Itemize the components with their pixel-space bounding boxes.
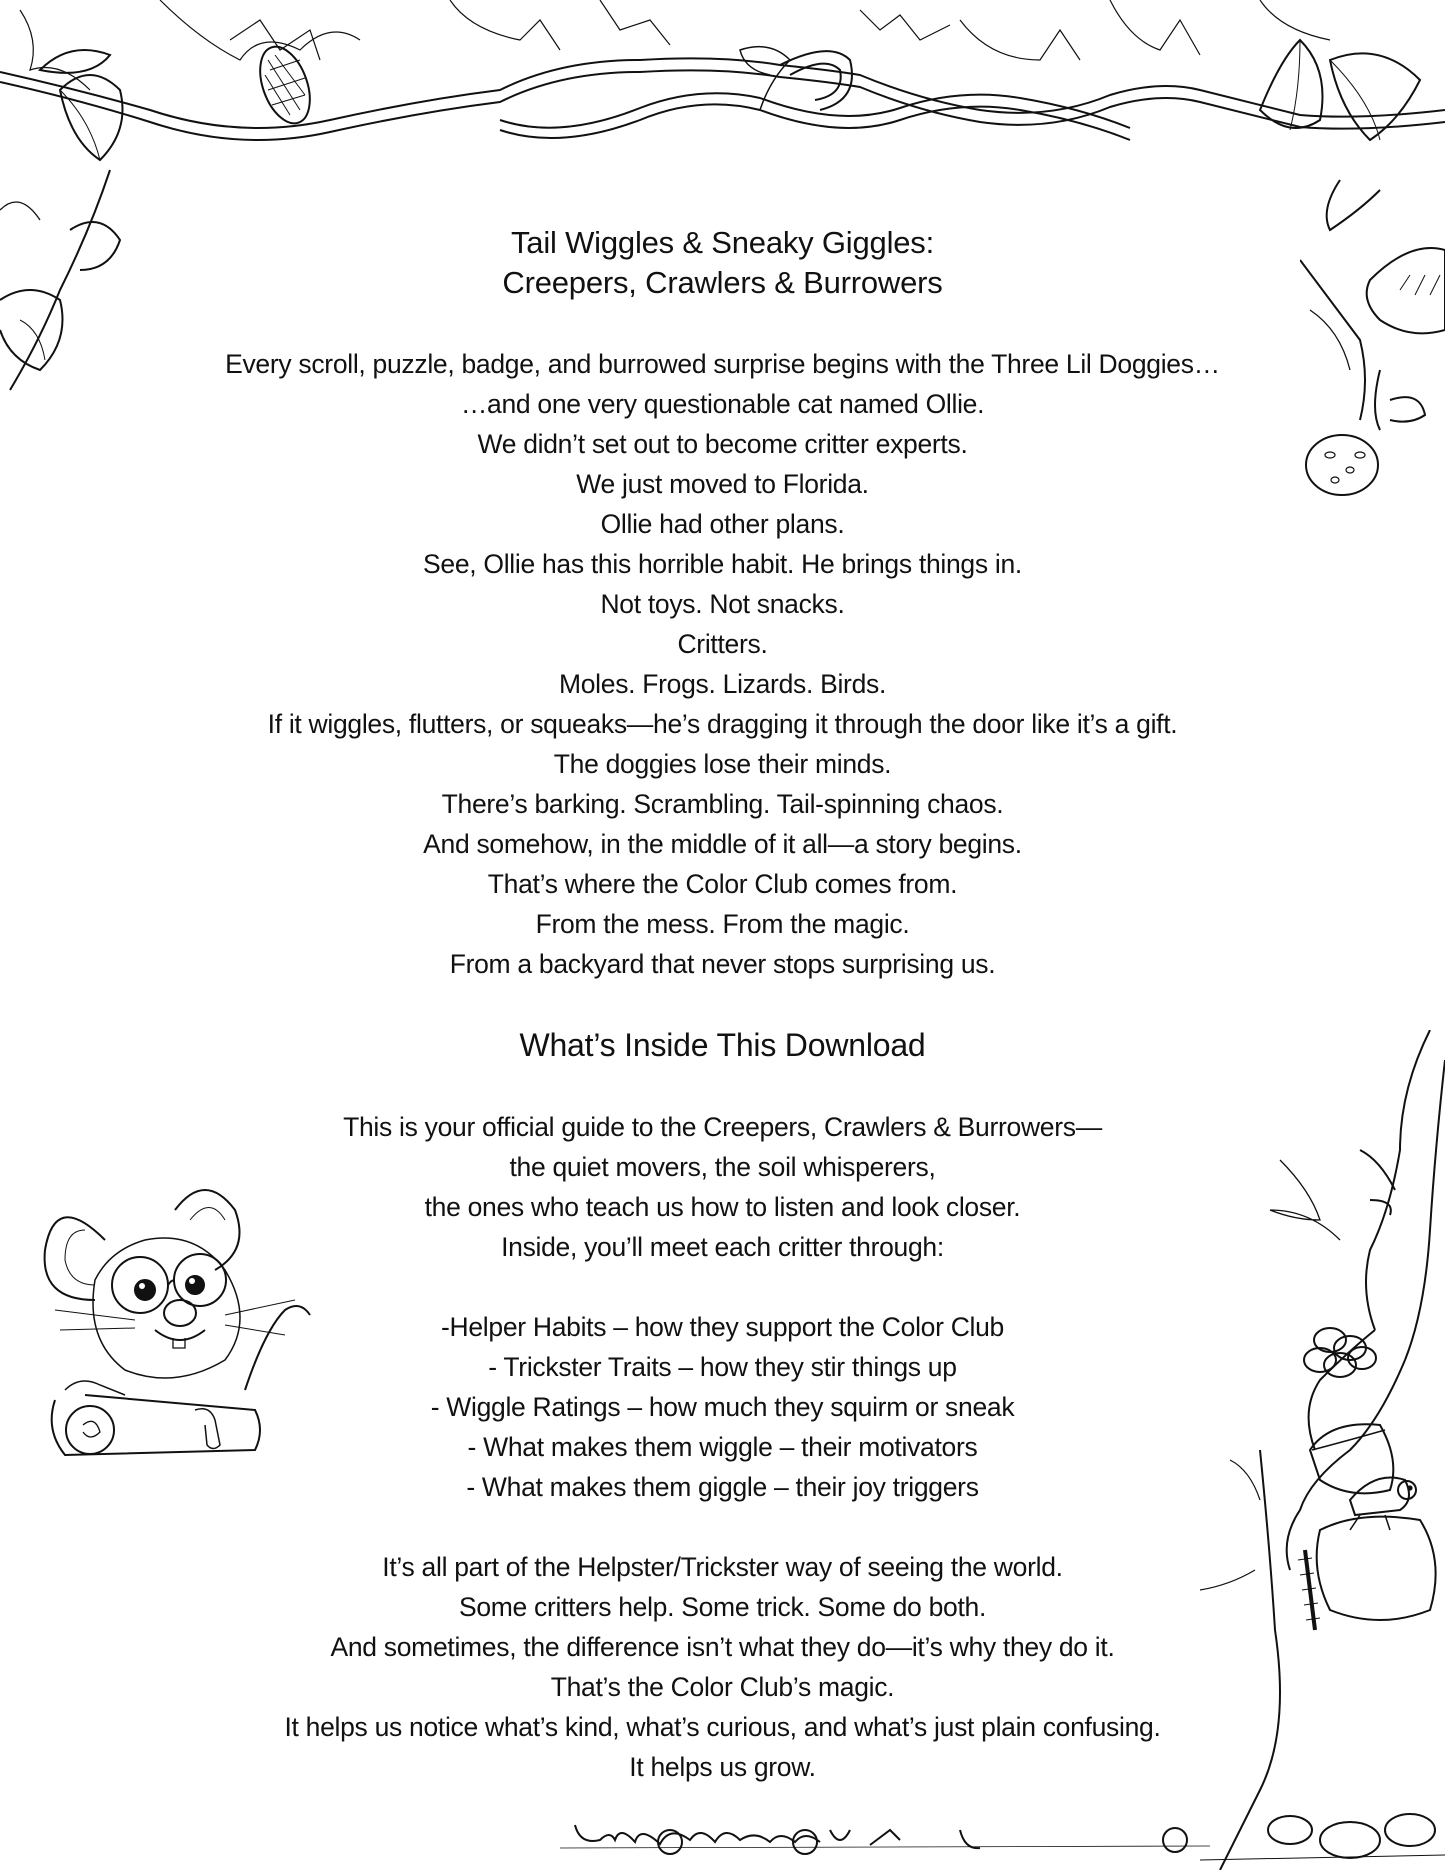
list-item: - Wiggle Ratings – how much they squirm or sneak xyxy=(430,1392,1015,1422)
list-item: - Trickster Traits – how they stir things up xyxy=(488,1352,957,1382)
closing-line: Some critters help. Some trick. Some do both. xyxy=(458,1592,987,1622)
intro-line: Not toys. Not snacks. xyxy=(600,589,845,619)
section-heading: What’s Inside This Download xyxy=(519,1027,926,1063)
closing-line: It helps us notice what’s kind, what’s curious, and what’s just plain confusing. xyxy=(284,1712,1161,1742)
guide-line: the quiet movers, the soil whisperers, xyxy=(509,1152,936,1182)
closing-line: That’s the Color Club’s magic. xyxy=(550,1672,895,1702)
intro-line: There’s barking. Scrambling. Tail-spinning chaos. xyxy=(441,789,1004,819)
guide-line: the ones who teach us how to listen and look closer. xyxy=(424,1192,1021,1222)
intro-line: And somehow, in the middle of it all—a story begins. xyxy=(423,829,1022,859)
intro-line: From a backyard that never stops surprising us. xyxy=(449,949,996,979)
intro-line: The doggies lose their minds. xyxy=(553,749,892,779)
closing-line: And sometimes, the difference isn’t what they do—it’s why they do it. xyxy=(330,1632,1115,1662)
intro-line: Every scroll, puzzle, badge, and burrowed surprise begins with the Three Lil Doggies… xyxy=(225,349,1220,379)
list-item: -Helper Habits – how they support the Color Club xyxy=(441,1312,1004,1342)
intro-line: Moles. Frogs. Lizards. Birds. xyxy=(558,669,887,699)
closing-line: It’s all part of the Helpster/Trickster way of seeing the world. xyxy=(382,1552,1063,1582)
closing-line: It helps us grow. xyxy=(629,1752,816,1782)
guide-line: Inside, you’ll meet each critter through: xyxy=(501,1232,944,1262)
list-item: - What makes them wiggle – their motivators xyxy=(467,1432,978,1462)
intro-line: …and one very questionable cat named Ollie. xyxy=(460,389,985,419)
list-item: - What makes them giggle – their joy triggers xyxy=(466,1472,979,1502)
pebbles-and-grass-icon xyxy=(560,1820,1210,1860)
vine-and-leaves-icon xyxy=(0,0,1445,170)
guide-line: This is your official guide to the Creepers, Crawlers & Burrowers— xyxy=(343,1112,1102,1142)
intro-line: We didn’t set out to become critter experts. xyxy=(477,429,968,459)
intro-line: That’s where the Color Club comes from. xyxy=(487,869,958,899)
intro-line: Critters. xyxy=(677,629,768,659)
intro-line: Ollie had other plans. xyxy=(600,509,845,539)
page-title-line-1: Tail Wiggles & Sneaky Giggles: xyxy=(510,225,935,260)
page-title-line-2: Creepers, Crawlers & Burrowers xyxy=(502,265,943,300)
intro-line: From the mess. From the magic. xyxy=(535,909,910,939)
intro-line: We just moved to Florida. xyxy=(576,469,869,499)
intro-line: See, Ollie has this horrible habit. He brings things in. xyxy=(423,549,1022,579)
intro-line: If it wiggles, flutters, or squeaks—he’s dragging it through the door like it’s a gift. xyxy=(267,709,1178,739)
